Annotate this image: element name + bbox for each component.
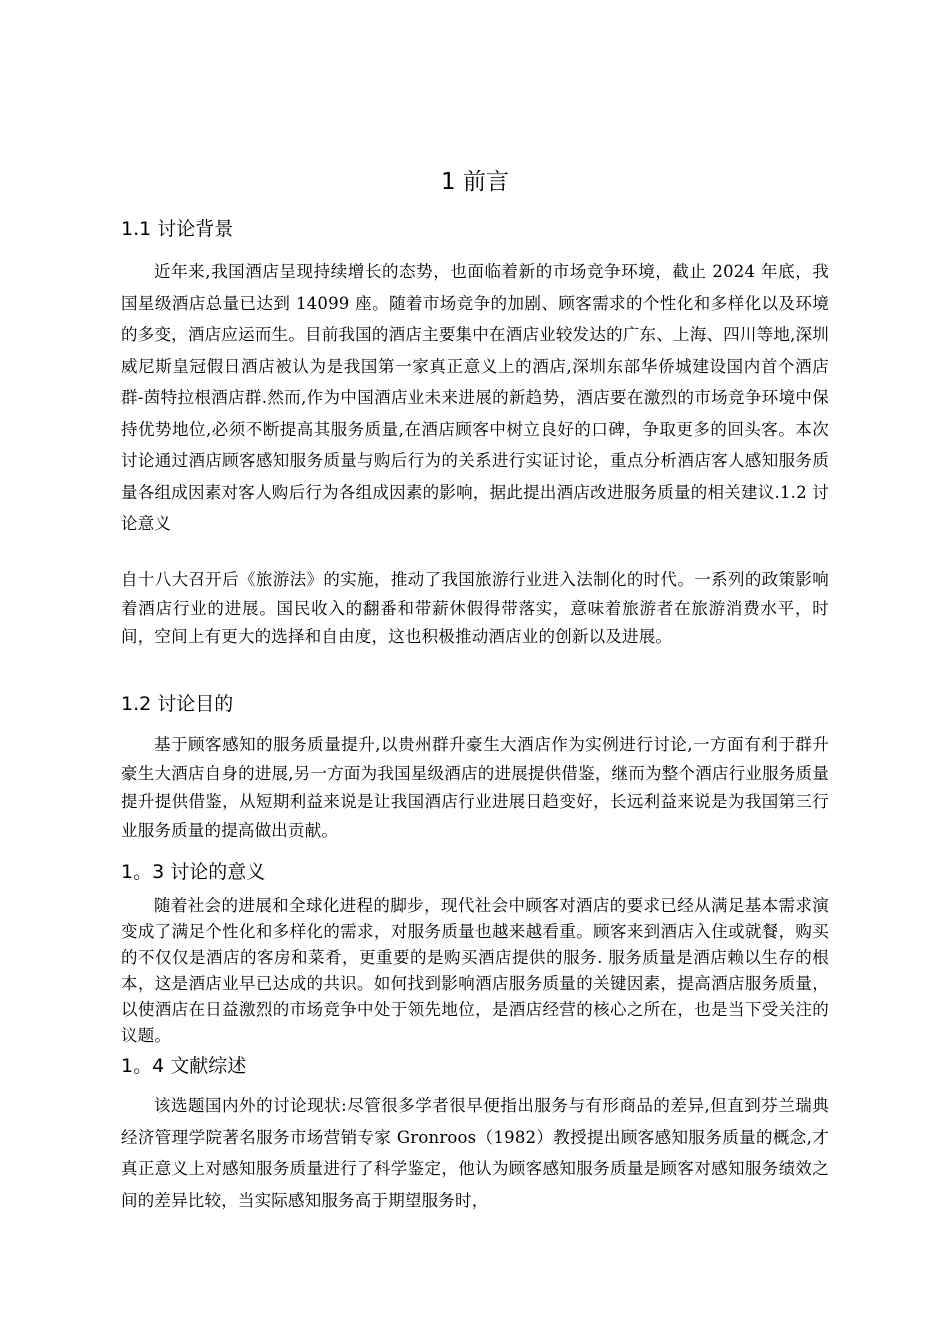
background-paragraph: 近年来,我国酒店呈现持续增长的态势，也面临着新的市场竞争环境，截止 2024 年底，我国星级酒店总量已达到 14099 座。随着市场竞争的加剧、顾客需求的个性化和多样化以及环境的多变，酒店应运而生。目前我国的酒店主要集中在酒店业较发达的广东、上海、四川等地,深圳威尼斯皇冠假日酒店被认为是我国第一家真正意义上的酒店,深圳东部华侨城建设国内首个酒店群-茵特拉根酒店群.然而,作为中国酒店业未来进展的新趋势，酒店要在激烈的市场竞争环境中保持优势地位,必须不断提高其服务质量,在酒店顾客中树立良好的口碑，争取更多的回头客。本次讨论通过酒店顾客感知服务质量与购后行为的关系进行实证讨论，重点分析酒店客人感知服务质量各组成因素对客人购后行为各组成因素的影响，据此提出酒店改进服务质量的相关建议.1.2 讨论意义 bbox=[121, 262, 829, 533]
section-heading-meaning: 1。3 讨论的意义 bbox=[121, 861, 266, 883]
section-heading-purpose: 1.2 讨论目的 bbox=[121, 693, 234, 715]
section-heading-background: 1.1 讨论背景 bbox=[121, 218, 234, 240]
section-heading-literature: 1。4 文献综述 bbox=[121, 1055, 247, 1077]
purpose-paragraph: 基于顾客感知的服务质量提升,以贵州群升豪生大酒店作为实例进行讨论,一方面有利于群升豪生大酒店自身的进展,另一方面为我国星级酒店的进展提供借鉴，继而为整个酒店行业服务质量提升提供借鉴，从短期利益来说是让我国酒店行业进展日趋变好，长远利益来说是为我国第三行业服务质量的提高做出贡献。 bbox=[121, 735, 829, 840]
page-title: 1 前言 bbox=[441, 169, 509, 195]
significance-paragraph: 自十八大召开后《旅游法》的实施，推动了我国旅游行业进入法制化的时代。一系列的政策影响着酒店行业的进展。国民收入的翻番和带薪休假得带落实，意味着旅游者在旅游消费水平，时间，空间上有更大的选择和自由度，这也积极推动酒店业的创新以及进展。 bbox=[121, 570, 829, 646]
literature-paragraph: 该选题国内外的讨论现状:尽管很多学者很早便指出服务与有形商品的差异,但直到芬兰瑞典经济管理学院著名服务市场营销专家 Gronroos（1982）教授提出顾客感知服务质量的概念,才真正意义上对感知服务质量进行了科学鉴定，他认为顾客感知服务质量是顾客对感知服务绩效之间的差异比较，当实际感知服务高于期望服务时， bbox=[121, 1096, 829, 1210]
meaning-paragraph: 随着社会的进展和全球化进程的脚步，现代社会中顾客对酒店的要求已经从满足基本需求演变成了满足个性化和多样化的需求，对服务质量也越来越看重。顾客来到酒店入住或就餐，购买的不仅仅是酒店的客房和菜肴，更重要的是购买酒店提供的服务. 服务质量是酒店赖以生存的根本，这是酒店业早已达成的共识。如何找到影响酒店服务质量的关键因素，提高酒店服务质量，以使酒店在日益激烈的市场竞争中处于领先地位，是酒店经营的核心之所在，也是当下受关注的议题。 bbox=[121, 896, 829, 1045]
